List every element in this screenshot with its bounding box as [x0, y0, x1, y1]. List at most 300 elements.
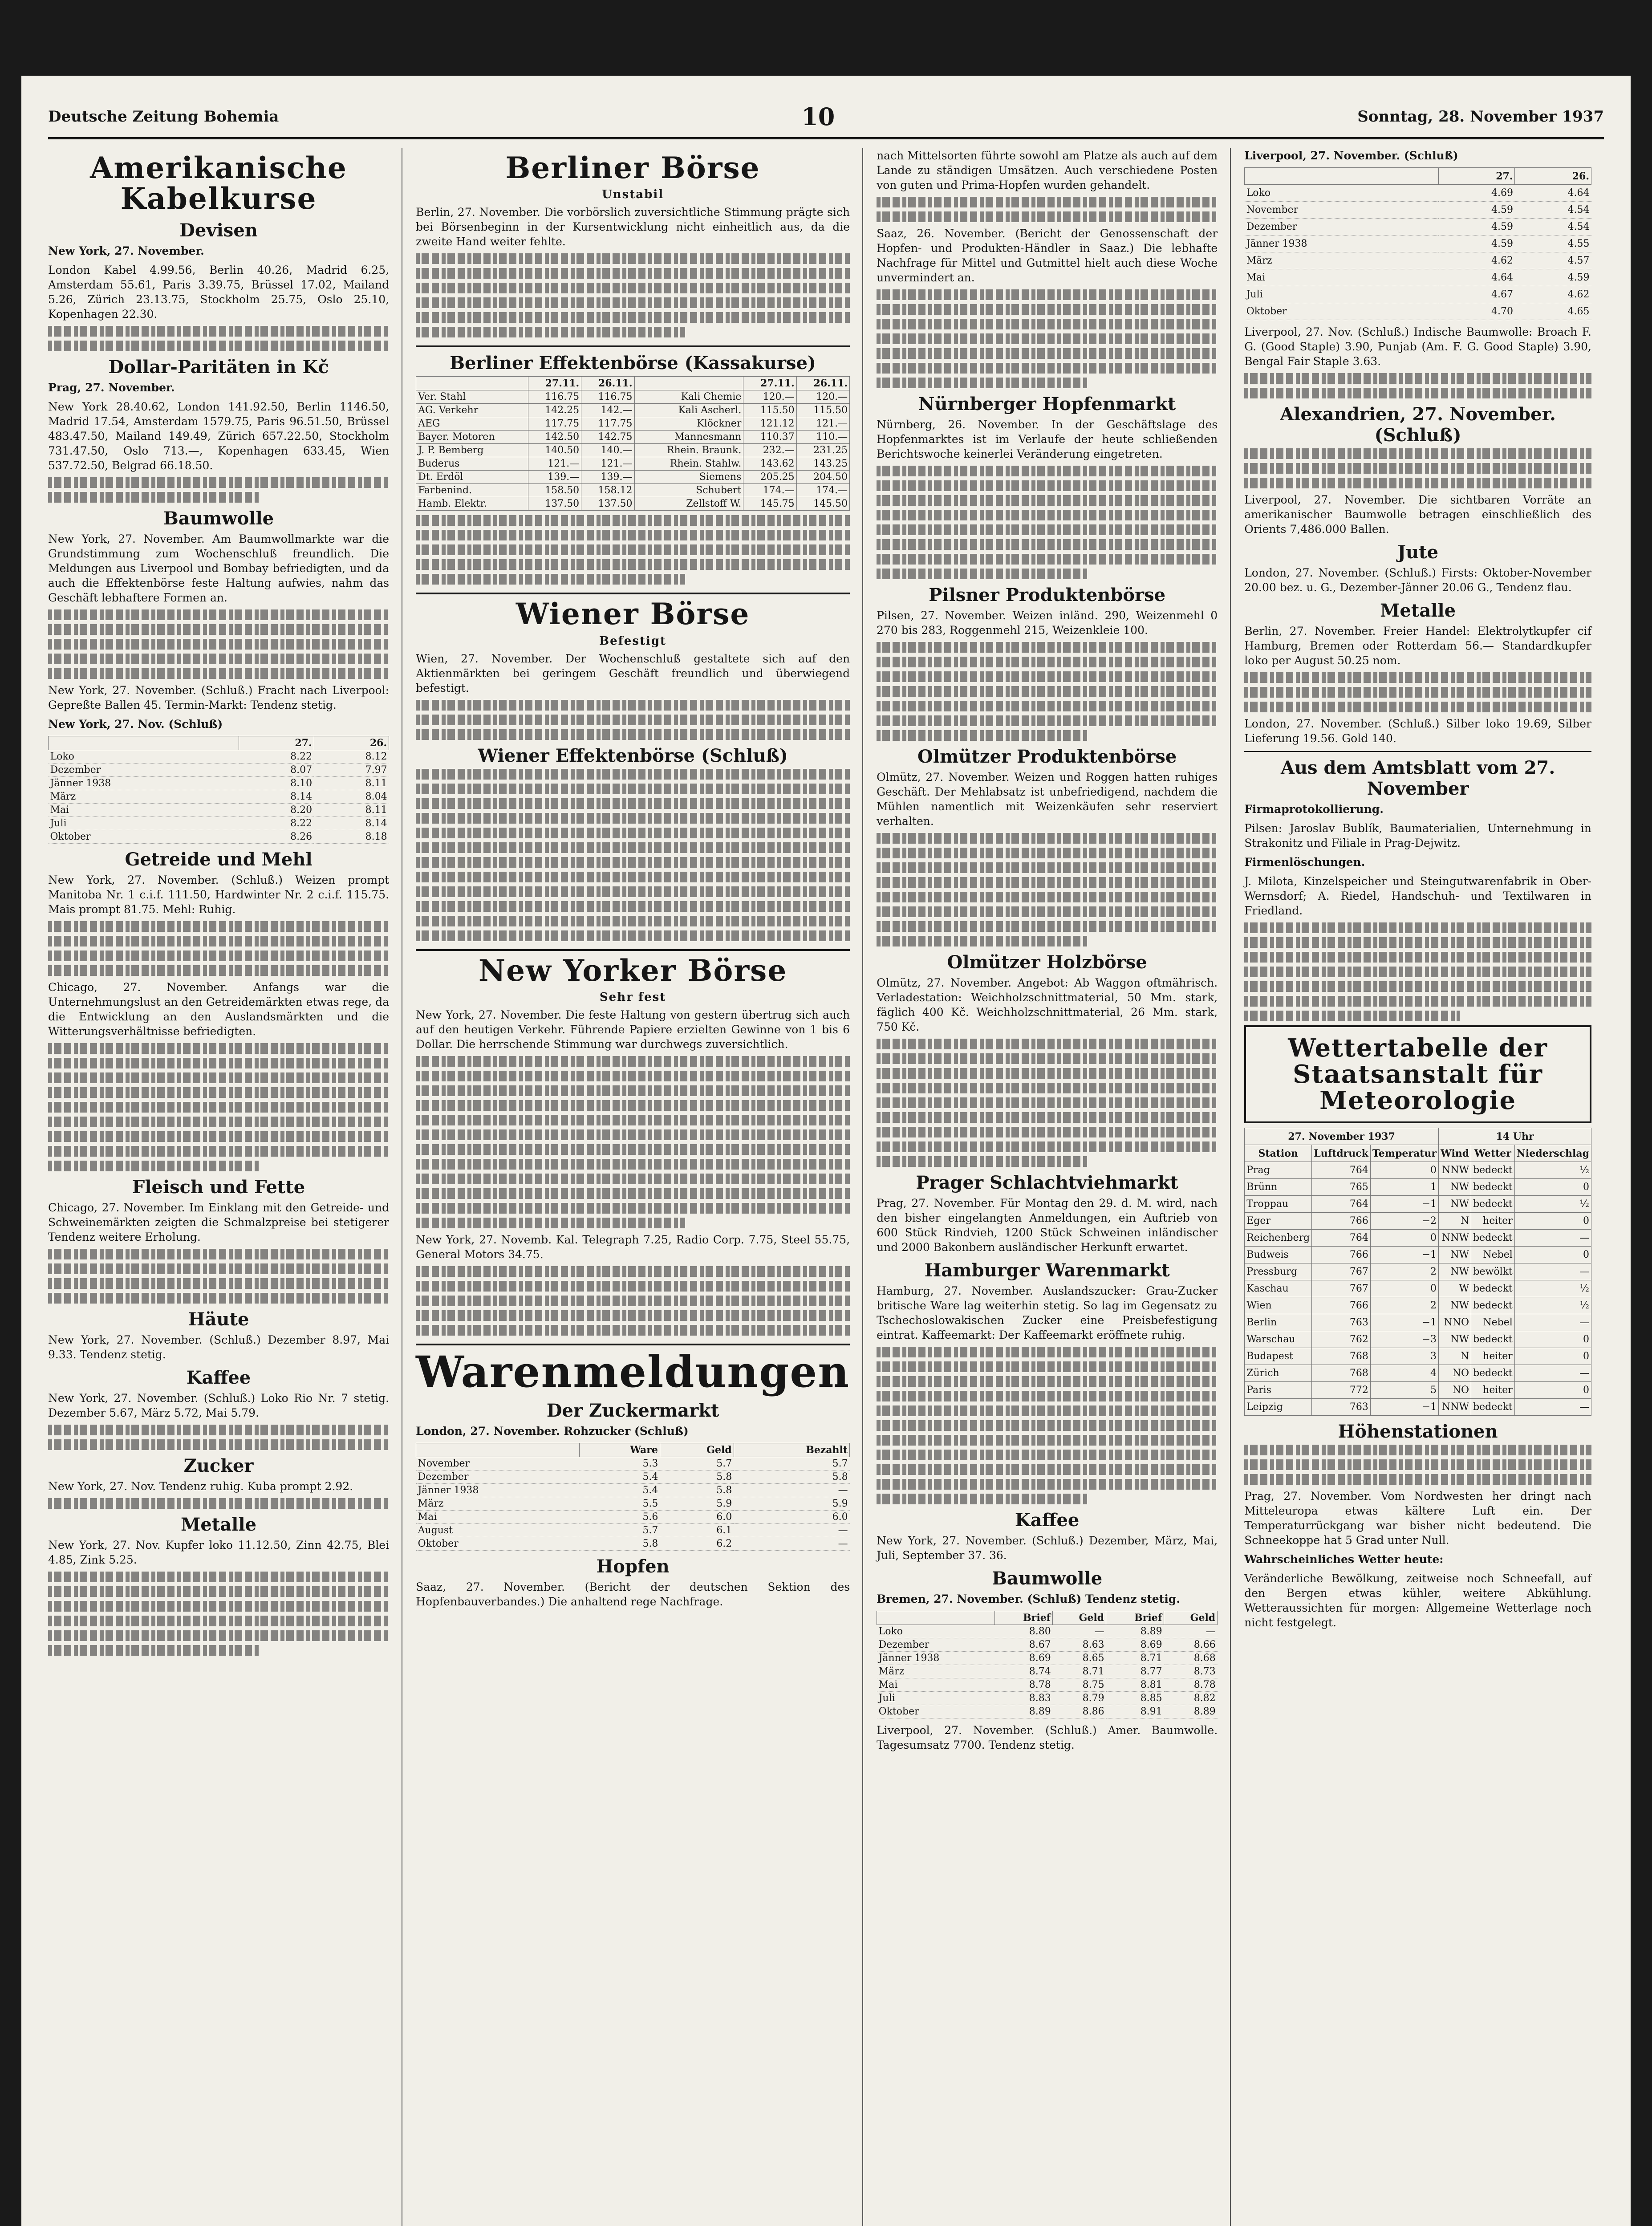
text-line: [48, 1498, 389, 1509]
table-cell: —: [734, 1537, 849, 1550]
paper-name: Deutsche Zeitung Bohemia: [48, 108, 279, 126]
table-cell: NW: [1439, 1331, 1471, 1348]
table-cell: Mai: [877, 1678, 995, 1692]
text-line: [48, 1425, 389, 1435]
table-cell: 4.54: [1515, 219, 1591, 236]
table-row: [416, 1483, 850, 1497]
table-row: [877, 1625, 1218, 1638]
table-title: Bremen, 27. November. (Schluß) Tendenz stetig.: [877, 1592, 1181, 1605]
table-row: [1245, 252, 1591, 269]
table-cell: 8.75: [1053, 1678, 1106, 1692]
table-cell: August: [416, 1523, 579, 1537]
text-line: [877, 524, 1218, 535]
text-line: [48, 1572, 389, 1582]
text-line: [416, 901, 850, 912]
article-text: New York, 27. November. Am Baumwollmarkte war die Grundstimmung zum Wochenschluß freundlich. Die Meldungen aus Liverpool und Bombay befriedigten, und da auch die Effektenbörse feste Haltung aufwies, nahm das Geschäft lebhaftere Formen an.: [48, 532, 390, 604]
text-line: [48, 1249, 389, 1259]
divider: [416, 1344, 850, 1345]
table-cell: Oktober: [877, 1705, 995, 1718]
subsection-hopfen: Hopfen: [596, 1556, 670, 1577]
table-cell: 5.8: [660, 1470, 734, 1483]
table-row: [1245, 236, 1591, 252]
text-line: [48, 921, 389, 932]
table-row: [877, 1638, 1218, 1652]
table-row: [1245, 219, 1591, 236]
table-cell: 8.78: [1164, 1678, 1218, 1692]
table-cell: Zürich: [1245, 1365, 1312, 1382]
table-cell: 8.71: [1053, 1665, 1106, 1678]
article-text: Chicago, 27. November. Anfangs war die Unternehmungslust an den Getreidemärkten etwas rege, da die Entwicklung an den Auslandsmärkten und die Witterungsverhältnisse befriedigten.: [48, 980, 390, 1038]
table-cell: —: [1514, 1314, 1591, 1331]
table-cell: AEG: [416, 417, 528, 431]
table-cell: Nebel: [1471, 1247, 1515, 1263]
text-line: [416, 253, 850, 264]
table-cell: 137.50: [581, 497, 634, 511]
table-cell: 121.—: [796, 417, 849, 431]
newspaper-page: [21, 76, 1631, 2226]
table-cell: —: [1514, 1399, 1591, 1416]
text-line: [1244, 702, 1591, 712]
text-line: [48, 668, 389, 679]
text-line: [48, 326, 389, 337]
table-cell: Loko: [1245, 185, 1439, 202]
text-line: [416, 574, 685, 585]
table-cell: 120.—: [743, 390, 796, 404]
table-cell: März: [49, 790, 239, 803]
text-line: [48, 1087, 389, 1098]
columns: [48, 148, 1604, 2226]
table-cell: 4.57: [1515, 252, 1591, 269]
text-line: [877, 1420, 1218, 1431]
text-line: [416, 813, 850, 824]
table-cell: 766: [1312, 1247, 1371, 1263]
text-line: [416, 1203, 850, 1214]
table-cell: 115.50: [796, 404, 849, 417]
subhead: Sehr fest: [599, 990, 666, 1004]
table-cell: 8.10: [239, 776, 314, 790]
text-line: [877, 1068, 1218, 1079]
text-line: [416, 784, 850, 794]
text-line: [48, 1645, 260, 1656]
table-cell: Jänner 1938: [416, 1483, 579, 1497]
table-cell: −1: [1370, 1314, 1438, 1331]
table-cell: −1: [1370, 1196, 1438, 1213]
text-line: [416, 828, 850, 838]
table-cell: 8.12: [314, 750, 389, 763]
table-cell: 139.—: [581, 471, 634, 484]
table-cell: 110.—: [796, 431, 849, 444]
table-row: [49, 763, 389, 776]
table-cell: 117.75: [581, 417, 634, 431]
subhead-text: Wahrscheinliches Wetter heute:: [1244, 1553, 1444, 1566]
text-line: [416, 1071, 850, 1081]
table-cell: W: [1439, 1280, 1471, 1297]
table-cell: 0: [1514, 1348, 1591, 1365]
text-line: [48, 1278, 389, 1289]
table-cell: N: [1439, 1213, 1471, 1230]
subsection-devisen: Devisen: [179, 219, 258, 241]
table-cell: 8.04: [314, 790, 389, 803]
table-cell: 1: [1370, 1179, 1438, 1196]
text-line: [416, 916, 850, 926]
table-cell: 4.59: [1438, 236, 1515, 252]
table-cell: Oktober: [1245, 303, 1439, 320]
table-cell: 8.67: [995, 1638, 1053, 1652]
table-cell: 768: [1312, 1365, 1371, 1382]
table-cell: Schubert: [634, 484, 743, 497]
table-cell: 8.11: [314, 803, 389, 816]
text-line: [877, 906, 1218, 917]
text-line: [877, 936, 1088, 946]
table-cell: Juli: [1245, 286, 1439, 303]
table-cell: 0: [1370, 1230, 1438, 1247]
table-cell: 8.78: [995, 1678, 1053, 1692]
table-cell: 5.3: [579, 1457, 660, 1470]
text-line: [48, 1263, 389, 1274]
table-cell: März: [1245, 252, 1439, 269]
table-cell: 764: [1312, 1162, 1371, 1179]
table-cell: 8.73: [1164, 1665, 1218, 1678]
article-text: Liverpool, 27. November. Die sichtbaren Vorräte an amerikanischer Baumwolle betragen einschließlich des Orients 7,486.000 Ballen.: [1244, 493, 1591, 536]
table-row: [416, 1537, 850, 1550]
table-cell: 767: [1312, 1263, 1371, 1280]
table-cell: Juli: [877, 1692, 995, 1705]
table-cell: 5.9: [660, 1497, 734, 1510]
table-cell: 4.64: [1515, 185, 1591, 202]
article-text: Pilsen, 27. November. Weizen inländ. 290, Weizenmehl 0 270 bis 283, Roggenmehl 215, Weizenkleie 100.: [877, 609, 1218, 637]
table-cell: Dt. Erdöl: [416, 471, 528, 484]
article-text: Saaz, 26. November. (Bericht der Genossenschaft der Hopfen- und Produkten-Händler in Saaz.) Die lebhafte Nachfrage für Mittel und Gutmittel hielt auch diese Woche unvermindert an.: [877, 227, 1218, 284]
text-line: [877, 333, 1218, 344]
table-cell: heiter: [1471, 1348, 1515, 1365]
table-cell: Bayer. Motoren: [416, 431, 528, 444]
table-cell: 8.66: [1164, 1638, 1218, 1652]
table-cell: −1: [1370, 1399, 1438, 1416]
weather-time: 14 Uhr: [1439, 1128, 1591, 1145]
text-line: [877, 319, 1218, 329]
text-line: [416, 297, 850, 308]
section-title-effektenboerse: Berliner Effektenbörse (Kassakurse): [450, 353, 816, 374]
table-cell: Jänner 1938: [49, 776, 239, 790]
article-text: London, 27. November. (Schluß.) Firsts: Oktober-November 20.00 bez. u. G., Dezember-Jänner 20.06 G., Tendenz flau.: [1244, 566, 1591, 594]
article-text: Prag, 27. November. Vom Nordwesten her dringt nach Mitteleuropa etwas kältere Luft ein. Der Temperaturrückgang war bisher nicht bedeutend. Die Schneekoppe hat 5 Grad unter Null.: [1244, 1490, 1591, 1547]
subsection-hoehenstationen: Höhenstationen: [1338, 1421, 1498, 1442]
text-line: [1244, 981, 1591, 992]
table-cell: 6.1: [660, 1523, 734, 1537]
table-cell: −2: [1370, 1213, 1438, 1230]
text-line: [877, 715, 1218, 726]
text-line: [877, 1039, 1218, 1049]
table-cell: bewölkt: [1471, 1263, 1515, 1280]
text-line: [877, 657, 1218, 667]
subsection-kaffee: Kaffee: [186, 1367, 251, 1388]
text-line: [1244, 463, 1591, 474]
subsection-schlachtvieh: Prager Schlachtviehmarkt: [916, 1172, 1178, 1193]
divider: [1244, 751, 1591, 752]
text-line: [1244, 1445, 1591, 1455]
subsection-hamburg: Hamburger Warenmarkt: [924, 1260, 1170, 1281]
table-cell: Nebel: [1471, 1314, 1515, 1331]
table-cell: Hamb. Elektr.: [416, 497, 528, 511]
subhead-text: Firmaprotokollierung.: [1244, 803, 1384, 816]
table-row: [1245, 1314, 1591, 1331]
table-row: [49, 803, 389, 816]
table-cell: 174.—: [796, 484, 849, 497]
table-cell: NO: [1439, 1382, 1471, 1399]
table-cell: Loko: [877, 1625, 995, 1638]
table-cell: —: [1514, 1230, 1591, 1247]
table-row: [416, 431, 850, 444]
text-line: [1244, 996, 1591, 1007]
table-cell: ½: [1514, 1196, 1591, 1213]
table-cell: 8.79: [1053, 1692, 1106, 1705]
table-cell: 8.11: [314, 776, 389, 790]
table-cell: NW: [1439, 1247, 1471, 1263]
table-cell: März: [416, 1497, 579, 1510]
table-cell: 5.4: [579, 1470, 660, 1483]
text-line: [877, 642, 1218, 653]
table-cell: —: [1514, 1365, 1591, 1382]
text-line: [48, 624, 389, 635]
table-row: [416, 1470, 850, 1483]
table-cell: 768: [1312, 1348, 1371, 1365]
text-line: [416, 729, 850, 740]
table-row: [1245, 286, 1591, 303]
text-line: [48, 951, 389, 961]
table-row: [877, 1665, 1218, 1678]
subsection-zuckermarkt: Der Zuckermarkt: [546, 1400, 719, 1421]
table-cell: 8.14: [239, 790, 314, 803]
table-cell: 6.0: [660, 1510, 734, 1523]
text-line: [416, 842, 850, 853]
subhead: Befestigt: [599, 634, 667, 648]
table-cell: —: [1514, 1263, 1591, 1280]
text-line: [877, 1083, 1218, 1093]
table-cell: ½: [1514, 1297, 1591, 1314]
table-cell: 137.50: [528, 497, 581, 511]
table-cell: 5.8: [579, 1537, 660, 1550]
text-line: [1244, 937, 1591, 948]
subhead-text: Firmenlöschungen.: [1244, 856, 1365, 869]
table-cell: Jänner 1938: [1245, 236, 1439, 252]
text-line: [877, 686, 1218, 697]
text-line: [1244, 373, 1591, 384]
table-cell: 110.37: [743, 431, 796, 444]
table-cell: Warschau: [1245, 1331, 1312, 1348]
text-line: [48, 341, 389, 351]
table-cell: Jänner 1938: [877, 1652, 995, 1665]
text-line: [48, 936, 389, 946]
table-cell: 204.50: [796, 471, 849, 484]
text-line: [416, 1296, 850, 1306]
text-line: [416, 886, 850, 897]
dateline: New York, 27. November.: [48, 244, 204, 257]
text-line: [877, 211, 1218, 222]
subsection-pilsner: Pilsner Produktenbörse: [929, 585, 1166, 605]
text-line: [877, 1391, 1218, 1401]
table-cell: 142.50: [528, 431, 581, 444]
text-line: [877, 495, 1218, 506]
table-row: [416, 471, 850, 484]
table-cell: 143.62: [743, 457, 796, 471]
article-text: Olmütz, 27. November. Angebot: Ab Waggon oftmährisch. Verladestation: Weichholzschnittmaterial, 50 Mm. stark, fäglich 400 Kč. Weichholzschnittmaterial, 26 Mm. stark, 750 Kč.: [877, 976, 1218, 1033]
table-cell: 5.4: [579, 1483, 660, 1497]
table-cell: 5.8: [660, 1483, 734, 1497]
table-cell: 4.55: [1515, 236, 1591, 252]
table-cell: Klöckner: [634, 417, 743, 431]
text-line: [877, 569, 1088, 579]
text-line: [48, 1102, 389, 1113]
table-cell: 2: [1370, 1297, 1438, 1314]
table-cell: 0: [1514, 1247, 1591, 1263]
table-cell: 0: [1370, 1162, 1438, 1179]
table-cell: 8.74: [995, 1665, 1053, 1678]
divider: [416, 949, 850, 951]
table-cell: bedeckt: [1471, 1179, 1515, 1196]
table-row: [877, 1652, 1218, 1665]
article-text: Nürnberg, 26. November. In der Geschäftslage des Hopfenmarktes ist im Verlaufe der heute schließenden Berichtswoche keinerlei Veränderung eingetreten.: [877, 418, 1218, 460]
table-cell: 4.65: [1515, 303, 1591, 320]
text-line: [1244, 1011, 1459, 1021]
table-cell: 8.91: [1106, 1705, 1164, 1718]
table-cell: 8.77: [1106, 1665, 1164, 1678]
table-cell: 0: [1514, 1331, 1591, 1348]
text-line: [48, 1616, 389, 1626]
table-row: [1245, 1196, 1591, 1213]
subsection-baumwolle: Baumwolle: [163, 508, 274, 529]
table-cell: 145.50: [796, 497, 849, 511]
text-line: [877, 378, 1088, 388]
table-cell: bedeckt: [1471, 1280, 1515, 1297]
text-line: [48, 1058, 389, 1068]
text-line: [48, 1601, 389, 1612]
article-text: nach Mittelsorten führte sowohl am Platze als auch auf dem Lande zu ständigen Umsätzen. Auch verschiedene Posten von guten und Prima-Hopfen wurden gehandelt.: [877, 149, 1218, 191]
table-cell: Mai: [1245, 269, 1439, 286]
table-row: [416, 444, 850, 457]
section-title-kabelkurse: Amerikanische Kabelkurse: [90, 150, 347, 216]
section-title-wiener-effekten: Wiener Effektenbörse (Schluß): [478, 745, 788, 766]
table-cell: 143.25: [796, 457, 849, 471]
table-row: [1245, 1331, 1591, 1348]
table-cell: Mai: [416, 1510, 579, 1523]
text-line: [48, 1117, 389, 1127]
text-line: [416, 530, 850, 540]
table-cell: 121.12: [743, 417, 796, 431]
subsection-dollar: Dollar-Paritäten in Kč: [108, 356, 329, 378]
table-cell: 8.07: [239, 763, 314, 776]
table-cell: −3: [1370, 1331, 1438, 1348]
table-cell: Dezember: [49, 763, 239, 776]
article-text: New York, 27. November. Die feste Haltung von gestern übertrug sich auch auf den heutigen Verkehr. Führende Papiere erzielten Gewinne von 1 bis 6 Dollar. Die herrschende Stimmung war durchwegs zuversichtlich.: [416, 1008, 850, 1051]
text-line: [877, 348, 1218, 359]
text-line: [416, 1188, 850, 1199]
text-line: [877, 304, 1218, 315]
text-line: [877, 197, 1218, 207]
text-line: [416, 559, 850, 570]
table-cell: heiter: [1471, 1382, 1515, 1399]
table-row: [877, 1692, 1218, 1705]
table-cell: 7.97: [314, 763, 389, 776]
table-cell: 8.14: [314, 816, 389, 830]
table-cell: 8.69: [1106, 1638, 1164, 1652]
text-line: [877, 539, 1218, 550]
column-4: [1244, 148, 1604, 2226]
table-row: [49, 750, 389, 763]
text-line: [877, 289, 1218, 300]
table-cell: 116.75: [581, 390, 634, 404]
text-line: [1244, 1474, 1591, 1485]
text-line: [877, 1376, 1218, 1387]
text-line: [1244, 967, 1591, 977]
table-cell: NW: [1439, 1196, 1471, 1213]
text-line: [416, 769, 850, 780]
text-line: [877, 862, 1218, 873]
table-cell: 145.75: [743, 497, 796, 511]
table-cell: 767: [1312, 1280, 1371, 1297]
article-text: New York 28.40.62, London 141.92.50, Berlin 1146.50, Madrid 17.54, Amsterdam 1579.75, Paris 96.51.50, Brüssel 483.47.50, Mailand 149.49, Zürich 657.22.50, Stockholm 731.47.50, Oslo 713.—, Kopenhagen 633.45, Wien 537.72.50, Belgrad 66.18.50.: [48, 400, 390, 472]
table-row: [1245, 303, 1591, 320]
page-number: 10: [801, 102, 835, 131]
text-line: [877, 1435, 1218, 1446]
table-cell: 8.86: [1053, 1705, 1106, 1718]
table-cell: 139.—: [528, 471, 581, 484]
text-line: [1244, 922, 1591, 933]
table-row: [49, 790, 389, 803]
weather-date: 27. November 1937: [1245, 1128, 1439, 1145]
weather-title-box: [1244, 1025, 1591, 1123]
article-text: New York, 27. Nov. Tendenz ruhig. Kuba prompt 2.92.: [48, 1479, 353, 1493]
subhead: Unstabil: [602, 188, 664, 202]
text-line: [48, 1072, 389, 1083]
table-cell: 8.89: [1106, 1625, 1164, 1638]
text-line: [416, 327, 685, 337]
table-cell: 232.—: [743, 444, 796, 457]
text-line: [877, 466, 1218, 476]
article-text: London, 27. November. (Schluß.) Silber loko 19.69, Silber Lieferung 19.56. Gold 140.: [1244, 717, 1591, 745]
table-cell: Kali Ascherl.: [634, 404, 743, 417]
text-line: [416, 1144, 850, 1155]
text-line: [416, 1218, 685, 1228]
table-cell: 4.70: [1438, 303, 1515, 320]
table-cell: November: [1245, 202, 1439, 219]
text-line: [877, 892, 1218, 902]
text-line: [877, 1361, 1218, 1372]
table-cell: 121.—: [528, 457, 581, 471]
article-text: Liverpool, 27. Nov. (Schluß.) Indische Baumwolle: Broach F. G. (Good Staple) 3.90, Punjab (Am. F. G. Good Staple) 3.90, Bengal Fair Staple 3.63.: [1244, 325, 1591, 368]
article-text: Veränderliche Bewölkung, zeitweise noch Schneefall, auf den Bergen etwas kühler, weitere Abkühlung. Wetteraussichten für morgen: Allgemeine Wetterlage noch nicht festgelegt.: [1244, 1572, 1591, 1629]
table-row: [1245, 1348, 1591, 1365]
article-text: London Kabel 4.99.56, Berlin 40.26, Madrid 6.25, Amsterdam 55.61, Paris 3.39.75, Brüssel 17.02, Mailand 5.26, Zürich 23.13.75, Stockholm 25.75, Oslo 25.10, Kopenhagen 22.30.: [48, 263, 390, 321]
table-cell: 5.9: [734, 1497, 849, 1510]
table-cell: 8.69: [995, 1652, 1053, 1665]
table-cell: November: [416, 1457, 579, 1470]
table-cell: −1: [1370, 1247, 1438, 1263]
table-cell: 205.25: [743, 471, 796, 484]
table-cell: 140.50: [528, 444, 581, 457]
table-cell: 117.75: [528, 417, 581, 431]
text-line: [416, 1100, 850, 1111]
text-line: [1244, 448, 1591, 459]
bremen-table: Brief Geld Brief Geld Loko 8.80 — 8.89 — Dezember 8.67 8.63 8.69 8.66 Jänner 1938 8.69 8.65 8.71 8.68 März 8.74 8.71 8.77 8.73 Mai 8.78 8.75 8.81 8.78 Juli 8.83 8.79 8.85 8.82 Oktober 8.89 8.86 8.91 8.89: [877, 1611, 1218, 1718]
article-text: New York, 27. November. (Schluß.) Fracht nach Liverpool: Gepreßte Ballen 45. Termin-Markt: Tendenz stetig.: [48, 683, 390, 711]
text-line: [48, 965, 389, 976]
sugar-table: Ware Geld Bezahlt November 5.3 5.7 5.7 Dezember 5.4 5.8 5.8 Jänner 1938 5.4 5.8 — März 5.5 5.9 5.9 Mai 5.6 6.0 6.0 August 5.7 6.1 — Oktober 5.8 6.2 —: [416, 1443, 850, 1551]
table-cell: 6.0: [734, 1510, 849, 1523]
table-cell: 6.2: [660, 1537, 734, 1550]
text-line: [48, 1630, 389, 1641]
table-cell: 764: [1312, 1196, 1371, 1213]
text-line: [416, 1159, 850, 1170]
